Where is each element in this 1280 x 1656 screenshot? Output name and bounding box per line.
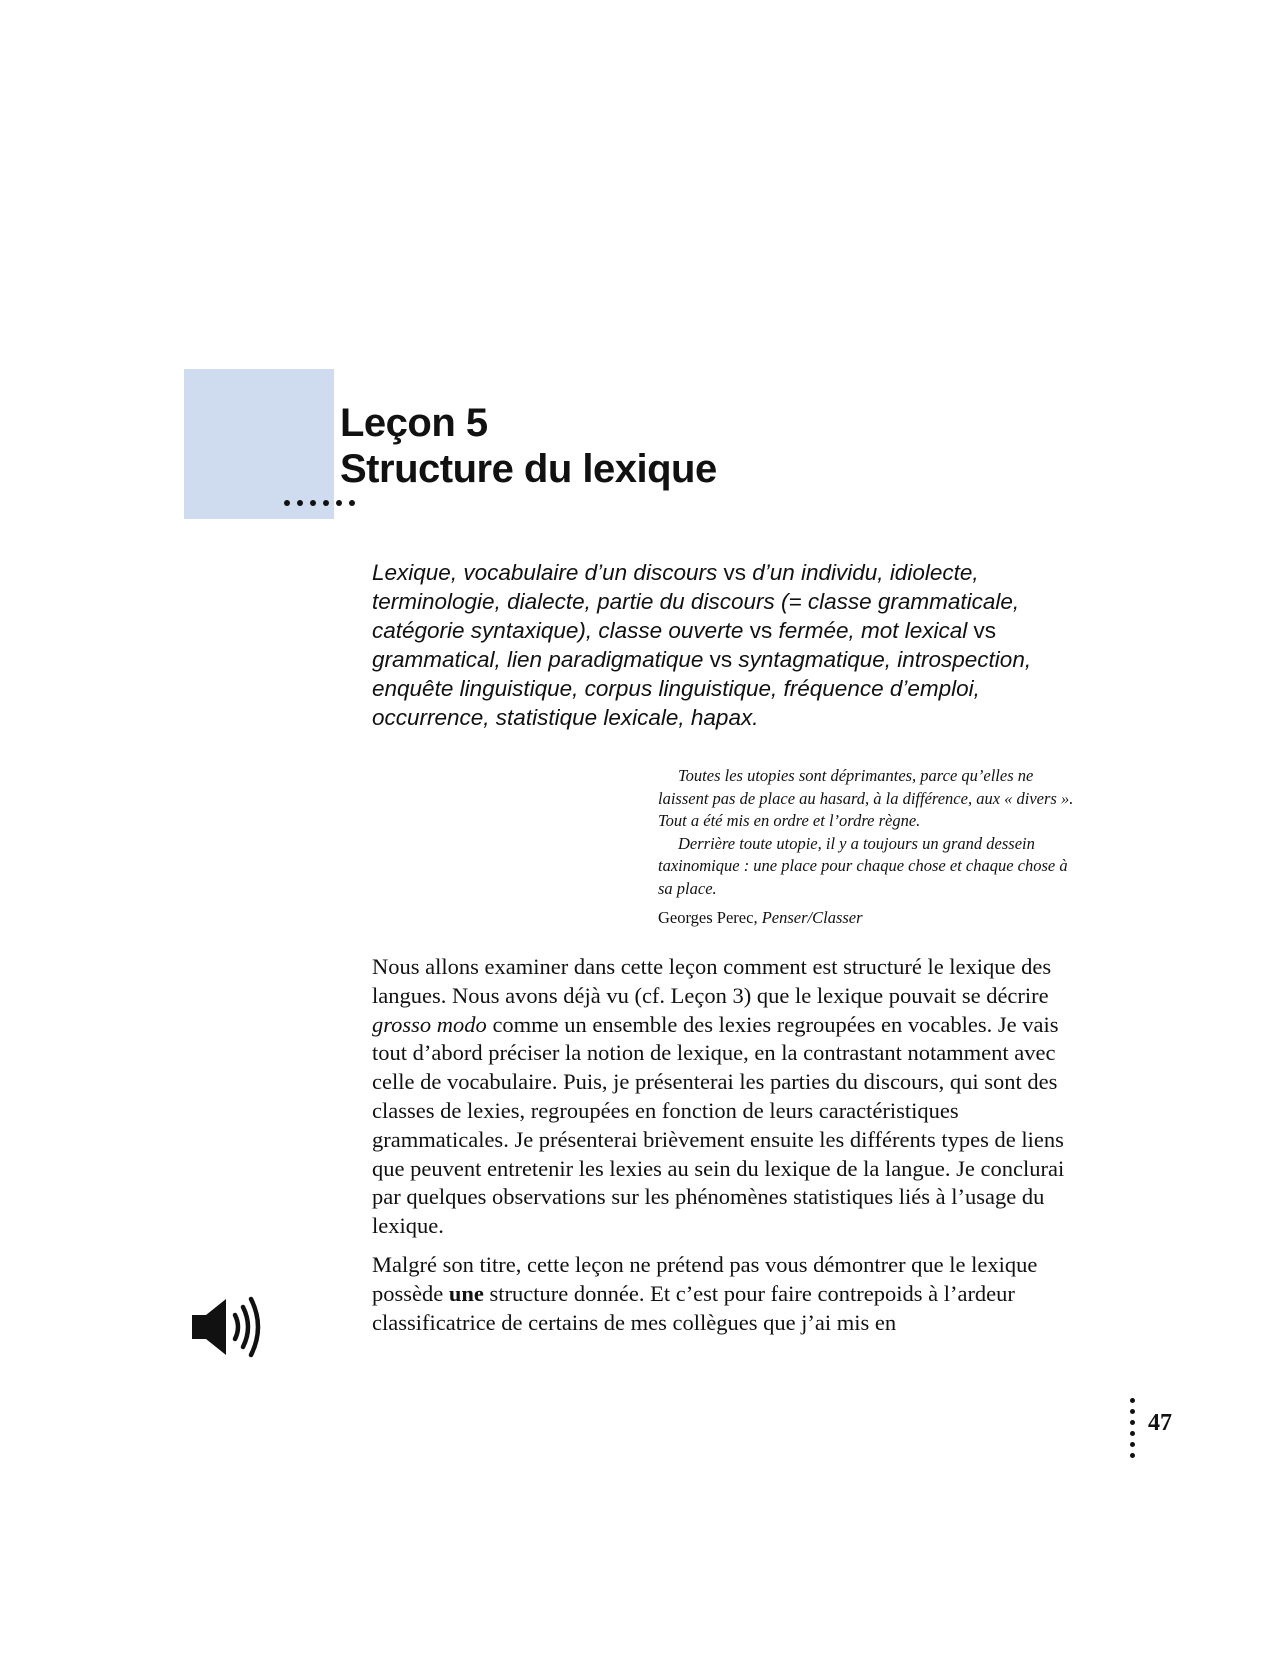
chapter-accent-block bbox=[184, 369, 334, 519]
text-run: comme un ensemble des lexies regroupées en vocables. Je vais tout d’abord préciser la notion de lexique, en la contrastant notamment avec celle de vocabulaire. Puis, je présenterai les parties du discours, qui sont des classes de lexies, regroupées en fonction de leurs caractéristiques grammaticales. Je présenterai brièvement ensuite les différents types de liens que peuvent entretenir les lexies au sein du lexique de la langue. Je conclurai par quelques observations sur les phénomènes statistiques liés à l’usage du lexique. bbox=[372, 1011, 1065, 1239]
page-title bbox=[340, 400, 717, 492]
text-run: structure donnée. Et c’est pour faire contrepoids à l’ardeur classificatrice de certains de mes collègues que j’ai mis en bbox=[372, 1280, 1015, 1335]
vs-marker: vs bbox=[973, 618, 997, 643]
vs-marker: vs bbox=[709, 647, 733, 672]
lesson-number: Leçon 5 bbox=[340, 401, 488, 445]
epigraph-author: Georges Perec, bbox=[658, 908, 762, 927]
epigraph-quote bbox=[658, 765, 1078, 930]
keywords-segment: grammatical, lien paradigmatique bbox=[372, 647, 710, 672]
keywords-segment: Lexique, vocabulaire d’un discours bbox=[372, 560, 724, 585]
text-run: Nous allons examiner dans cette leçon comment est structuré le lexique des langues. Nous avons déjà vu (cf. Leçon 3) que le lexique pouvait se décrire bbox=[372, 954, 1052, 1008]
vs-marker: vs bbox=[749, 618, 773, 643]
strong-emphasis: une bbox=[448, 1280, 484, 1306]
body-paragraph-1 bbox=[372, 953, 1092, 1241]
vs-marker: vs bbox=[723, 560, 746, 585]
lesson-title: Structure du lexique bbox=[340, 447, 717, 491]
body-paragraph-2 bbox=[372, 1251, 1092, 1337]
keywords-segment: syntagmatique, introspection, enquête linguistique, corpus linguistique, fréquence d’emploi, occurrence, statistique lexicale, hapax. bbox=[372, 647, 1032, 730]
keywords-segment: fermée, mot lexical bbox=[772, 618, 974, 643]
title-dots-decoration bbox=[284, 500, 355, 506]
emphasis: grosso modo bbox=[372, 1011, 487, 1037]
body-text bbox=[372, 953, 1092, 1347]
epigraph-work: Penser/Classer bbox=[761, 908, 863, 927]
page-number: 47 bbox=[1148, 1410, 1172, 1436]
page-number-dots-decoration bbox=[1130, 1398, 1135, 1458]
text-run: Malgré son titre, cette leçon ne prétend pas vous démontrer que le lexique possède bbox=[372, 1251, 1038, 1306]
speaker-icon[interactable] bbox=[190, 1293, 264, 1361]
epigraph-paragraph-2: Derrière toute utopie, il y a toujours un grand dessein taxinomique : une place pour chaque chose et chaque chose à sa place. bbox=[658, 833, 1068, 898]
epigraph-attribution bbox=[658, 907, 1078, 930]
keywords-segment: d’un individu, idiolecte, terminologie, dialecte, partie du discours (= classe grammaticale, catégorie syntaxique), classe ouverte bbox=[372, 560, 1020, 643]
epigraph-paragraph-1: Toutes les utopies sont déprimantes, parce qu’elles ne laissent pas de place au hasard, à la différence, aux « divers ». Tout a été mis en ordre et l’ordre règne. bbox=[658, 766, 1074, 830]
keywords-paragraph bbox=[372, 558, 1092, 732]
